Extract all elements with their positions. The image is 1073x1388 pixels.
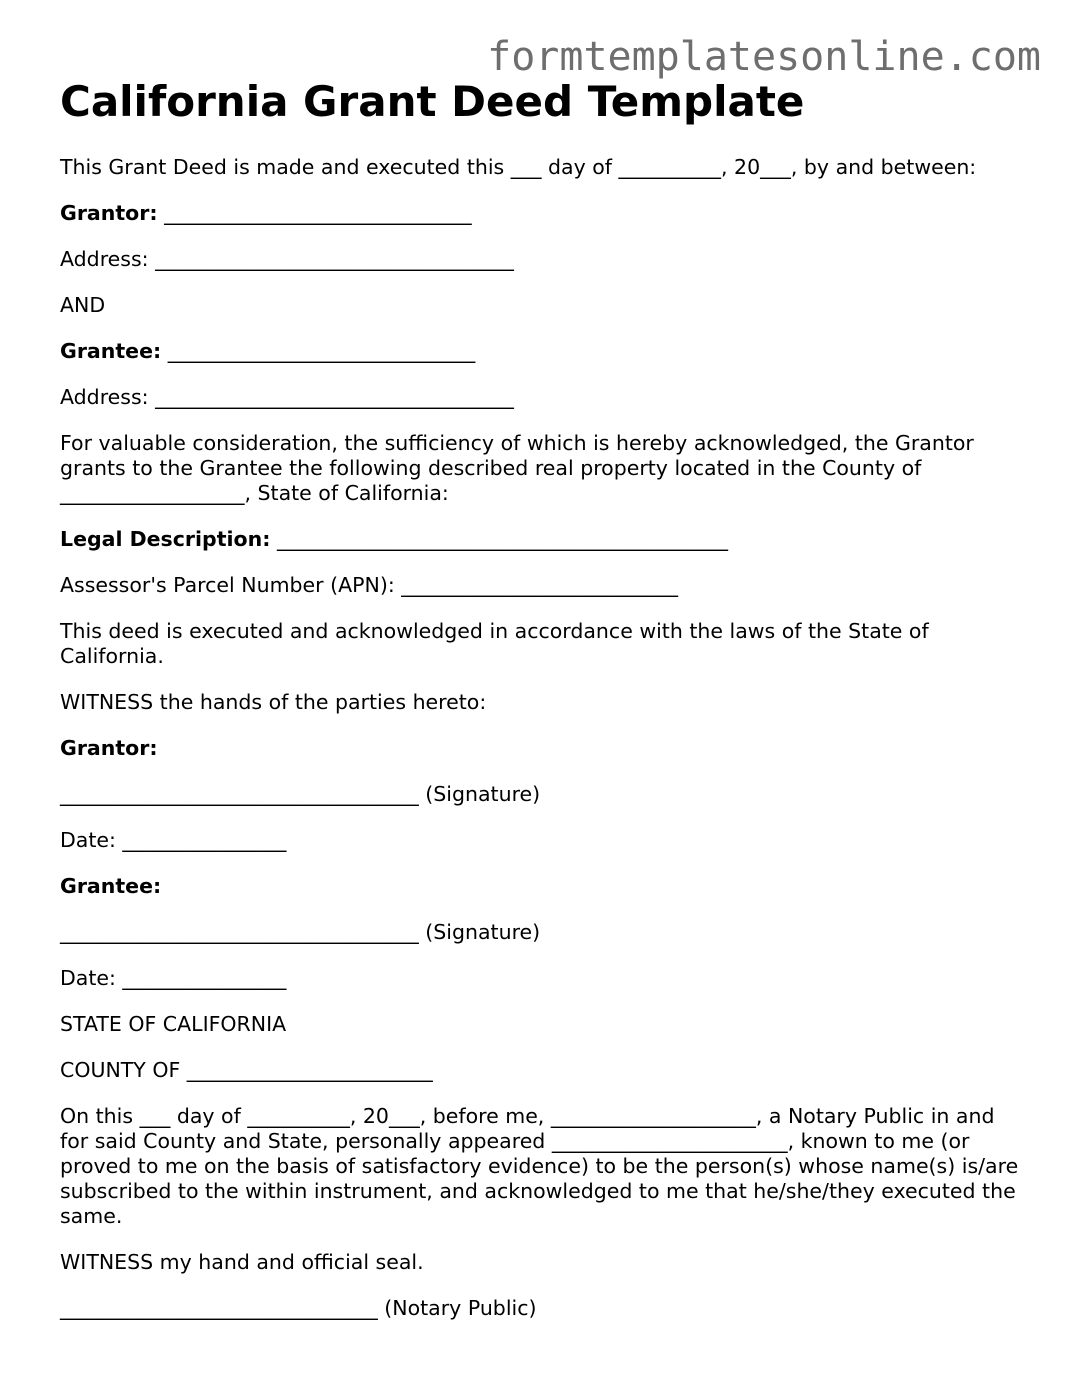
- watermark: formtemplatesonline.com: [487, 34, 1041, 80]
- notary-state-line: STATE OF CALIFORNIA: [60, 1012, 287, 1036]
- witness-parties-line: WITNESS the hands of the parties hereto:: [60, 690, 487, 714]
- grantee-signature-heading: [60, 874, 1020, 899]
- and-text: AND: [60, 293, 106, 317]
- grantor-line: [60, 201, 1020, 226]
- legal-description-line: [60, 527, 1020, 552]
- grantee-blank: ______________________________: [161, 339, 476, 363]
- grantee-signature-heading-text: Grantee:: [60, 874, 162, 898]
- grantee-address-line: Address: ___________________________________: [60, 385, 514, 409]
- grantee-line: [60, 339, 1020, 364]
- notary-acknowledgment-paragraph: On this ___ day of __________, 20___, before me, ____________________, a Notary Public in and for said County and State, personally appeared _______________________, known to me (or proved to me on the basis of satisfactory evidence) to be the person(s) whose name(s) is/are subscribed to the within instrument, and acknowledged to me that he/she/they executed the same.: [60, 1104, 1019, 1228]
- executed-paragraph: This deed is executed and acknowledged in accordance with the laws of the State of California.: [60, 619, 929, 668]
- grantor-label: Grantor:: [60, 201, 158, 225]
- intro-line: This Grant Deed is made and executed this ___ day of __________, 20___, by and between:: [60, 155, 977, 179]
- grantor-date-line: Date: ________________: [60, 828, 287, 852]
- notary-witness-seal-line: WITNESS my hand and official seal.: [60, 1250, 424, 1274]
- apn-line: Assessor's Parcel Number (APN): ___________________________: [60, 573, 678, 597]
- consideration-paragraph: For valuable consideration, the sufficiency of which is hereby acknowledged, the Grantor grants to the Grantee the following described real property located in the County of __________________, State of California:: [60, 431, 974, 505]
- grantee-label: Grantee:: [60, 339, 162, 363]
- legal-description-blank: ____________________________________________: [270, 527, 728, 551]
- grantor-signature-heading: [60, 736, 1020, 761]
- document-title: California Grant Deed Template: [60, 77, 805, 126]
- legal-description-label: Legal Description:: [60, 527, 271, 551]
- grantor-signature-heading-text: Grantor:: [60, 736, 158, 760]
- notary-county-line: COUNTY OF ________________________: [60, 1058, 433, 1082]
- document-page: [60, 76, 1020, 1321]
- grantee-date-line: Date: ________________: [60, 966, 287, 990]
- grantor-signature-line: ___________________________________ (Signature): [60, 782, 541, 806]
- grantee-signature-line: ___________________________________ (Signature): [60, 920, 541, 944]
- grantor-address-line: Address: ___________________________________: [60, 247, 514, 271]
- notary-signature-line: _______________________________ (Notary Public): [60, 1296, 537, 1320]
- grantor-blank: ______________________________: [157, 201, 472, 225]
